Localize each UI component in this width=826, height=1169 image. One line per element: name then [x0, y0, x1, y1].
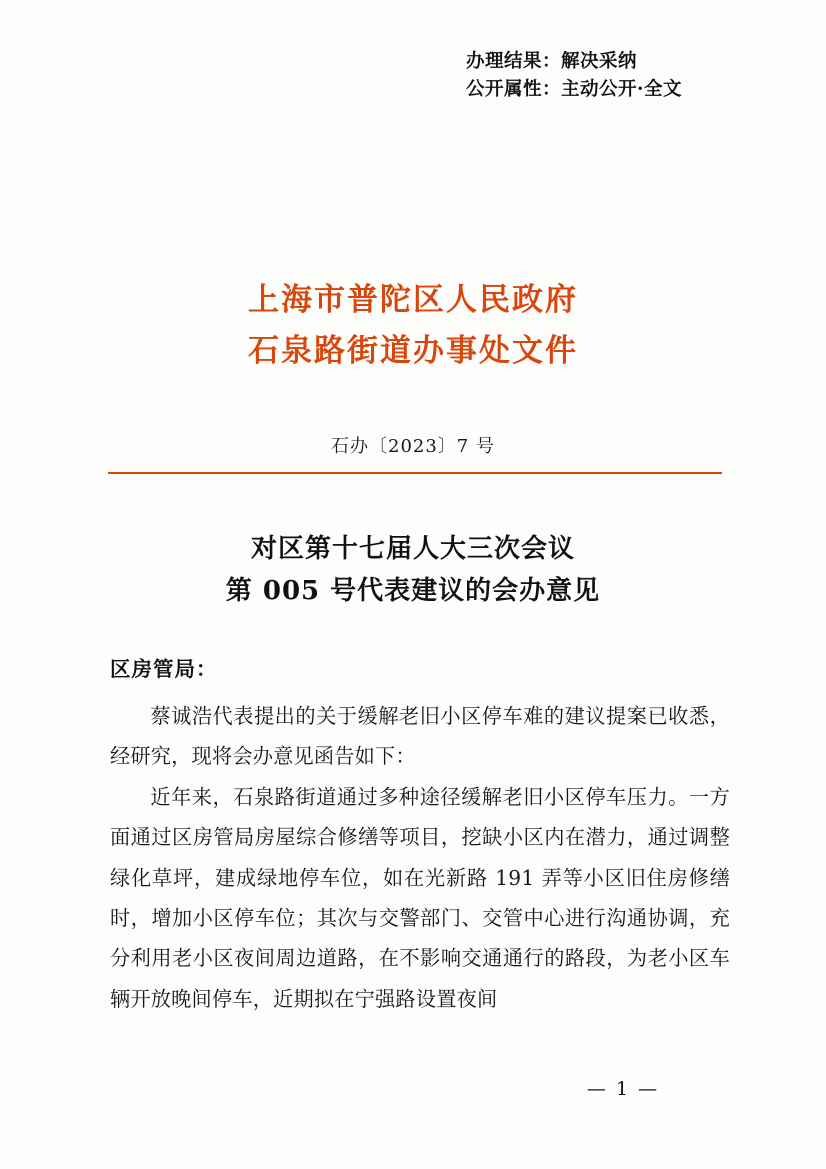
body-paragraph-2: 近年来，石泉路街道通过多种途径缓解老旧小区停车压力。一方面通过区房管局房屋综合修缮等项目，挖缺小区内在潜力，通过调整绿化草坪，建成绿地停车位，如在光新路 191 弄等小区旧住房修缮时，增加小区停车位；其次与交警部门、交管中心进行沟通协调，充分利用老小区夜间周边道路，在不影响交通通行的路段，为老小区车辆开放晚间停车，近期拟在宁强路设置夜间 [110, 784, 730, 1011]
recipient-label: 区房管局： [110, 657, 218, 681]
page-number [0, 1078, 826, 1100]
document-title-line1: 上海市普陀区人民政府 [248, 282, 578, 318]
red-divider-rule [108, 472, 722, 474]
document-title [0, 275, 826, 377]
meta-result: 办理结果：解决采纳 [466, 51, 638, 72]
subject-line1: 对区第十七届人大三次会议 [250, 534, 575, 564]
page-number-text: — 1 — [586, 1078, 660, 1100]
document-number: 石办〔2023〕7 号 [331, 436, 495, 457]
subject-line2: 第 005 号代表建议的会办意见 [225, 576, 601, 607]
meta-disclosure: 公开属性：主动公开·全文 [466, 79, 682, 101]
document-title-line2: 石泉路街道办事处文件 [248, 333, 578, 370]
document-body [110, 696, 730, 1019]
document-meta [466, 48, 682, 104]
document-subject [0, 528, 826, 612]
body-paragraph-1: 蔡诚浩代表提出的关于缓解老旧小区停车难的建议提案已收悉，经研究，现将会办意见函告如下： [110, 704, 730, 769]
